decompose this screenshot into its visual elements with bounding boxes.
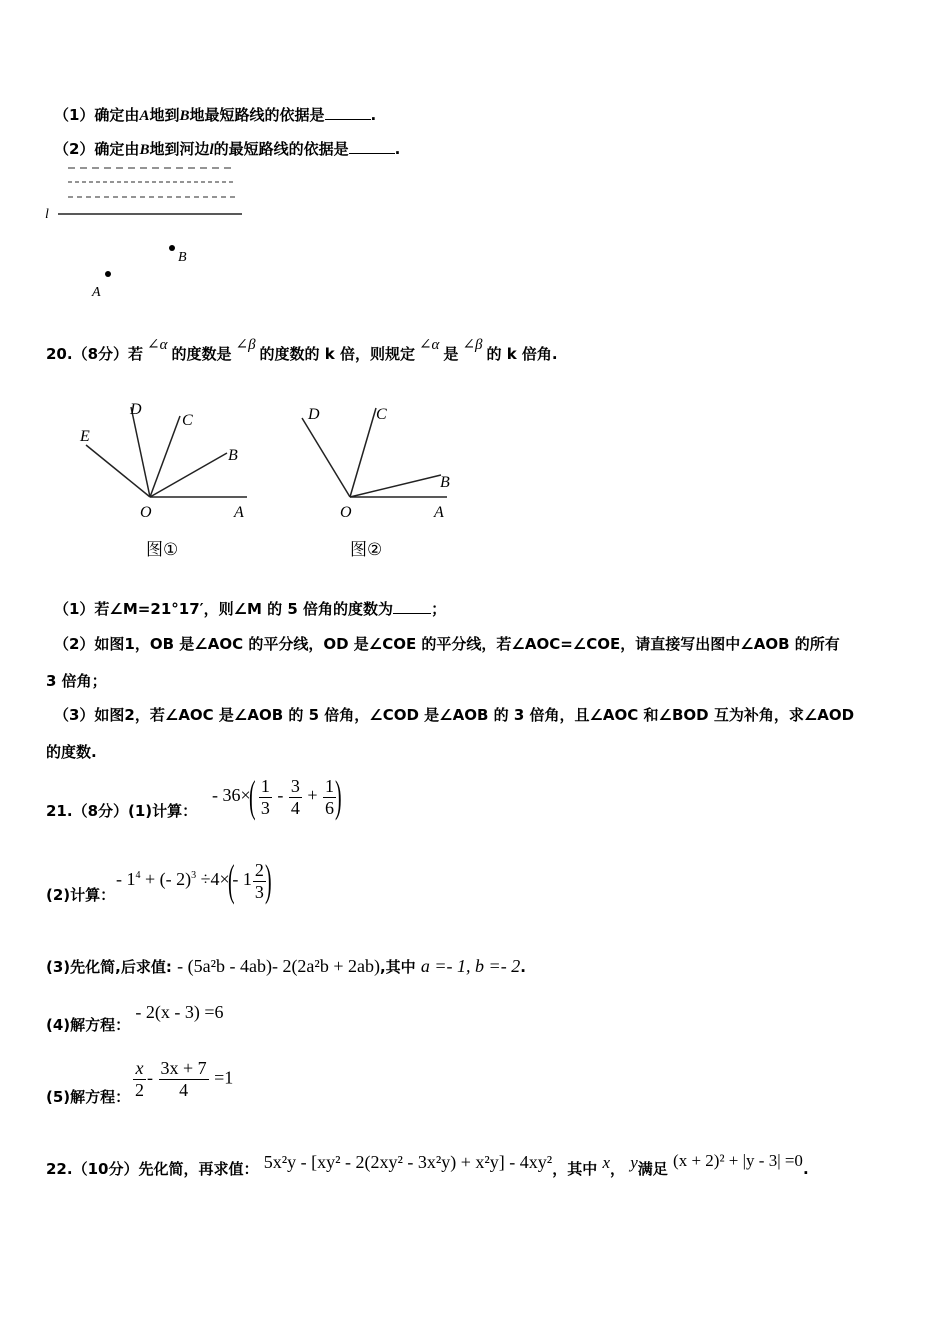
fig1-label-e: E (80, 428, 90, 445)
fig2-label-o: O (340, 504, 352, 521)
label-b: B (178, 250, 187, 265)
q20-sub2-line1: （2）如图1，OB 是∠AOC 的平分线，OD 是∠COE 的平分线，若∠AOC=∠COE，请直接写出图中∠AOB 的所有 (54, 635, 840, 653)
ray-ob (350, 475, 441, 497)
q21-p3: (3)先化简,后求值: - (5a²b - 4ab)- 2(2a²b + 2ab),其中 a =- 1, b =- 2. (46, 956, 526, 976)
fig2-label-a: A (434, 504, 444, 521)
fig1-label-d: D (130, 401, 142, 418)
q20-sub1: （1）若∠M=21°17′，则∠M 的 5 倍角的度数为 ； (54, 600, 447, 618)
q21-p2-expression: - $1^4$ + (- 2)$^3$ ÷4×(- 1 $\frac{2}{3}$ ) (116, 856, 272, 905)
ray-oc (150, 416, 180, 497)
q21-p5-expression: $\frac{x}{2}$ - $\frac{3x + 7}{4}$ =1 (135, 1058, 234, 1100)
q21-p2-label: (2)计算： (46, 886, 116, 904)
q20-stem: 20.（8分）若 ∠α 的度数是 ∠β 的度数的 k 倍，则规定 ∠α 是 ∠β 的 k 倍角. (46, 337, 558, 363)
fig2-label-c: C (376, 406, 387, 423)
ray-ob (150, 453, 227, 497)
q19-part2: （2）确定由B地到河边l的最短路线的依据是 . (54, 140, 401, 158)
angle-figure-1 (70, 395, 260, 565)
q20-sub3-line2: 的度数. (46, 743, 97, 761)
answer-blank[interactable] (349, 153, 395, 154)
ray-od (302, 418, 350, 497)
label-a: A (92, 285, 101, 300)
q22: 22.（10分）先化简，再求值： 5x²y - [xy² - 2(2xy² - 3x²y) + x²y] - 4xy²，其中 x， y满足 (x + 2)² + |y - 3| =0. (46, 1151, 809, 1178)
fig1-label-b: B (228, 447, 238, 464)
q22-expression: 5x²y - [xy² - 2(2xy² - 3x²y) + x²y] - 4xy² (263, 1152, 553, 1172)
q20-sub2-line2: 3 倍角； (46, 672, 107, 690)
q21-header: 21.（8分）(1)计算： (46, 802, 198, 820)
fig1-label-o: O (140, 504, 152, 521)
q21-p3-expression: - (5a²b - 4ab)- 2(2a²b + 2ab) (177, 956, 380, 976)
ray-oc (350, 408, 376, 497)
label-l: l (45, 207, 49, 222)
q21-p5-label: (5)解方程： (46, 1088, 131, 1106)
point-a (105, 271, 111, 277)
fig1-label-a: A (234, 504, 244, 521)
q21-p4-expression: - 2(x - 3) =6 (135, 1002, 224, 1022)
q22-condition: (x + 2)² + |y - 3| =0 (673, 1151, 803, 1170)
fig2-label-b: B (440, 474, 450, 491)
fig2-caption: 图② (350, 540, 383, 560)
answer-blank[interactable] (325, 119, 371, 120)
river-figure (40, 160, 255, 300)
point-b (169, 245, 175, 251)
angle-figure-2 (290, 395, 465, 565)
fig1-caption: 图① (146, 540, 179, 560)
fig1-label-c: C (182, 412, 193, 429)
answer-blank[interactable] (393, 613, 431, 614)
q21-p1-expression: - 36×( $\frac{1}{3}$ - $\frac{3}{4}$ + $\frac{1}{6}$ ) (212, 772, 342, 821)
fig2-label-d: D (308, 406, 320, 423)
q19-part1: （1）确定由A地到B地最短路线的依据是 . (54, 106, 377, 124)
q21-p4: (4)解方程： - 2(x - 3) =6 (46, 1002, 224, 1034)
q20-sub3-line1: （3）如图2，若∠AOC 是∠AOB 的 5 倍角，∠COD 是∠AOB 的 3 倍角，且∠AOC 和∠BOD 互为补角，求∠AOD (54, 706, 855, 724)
